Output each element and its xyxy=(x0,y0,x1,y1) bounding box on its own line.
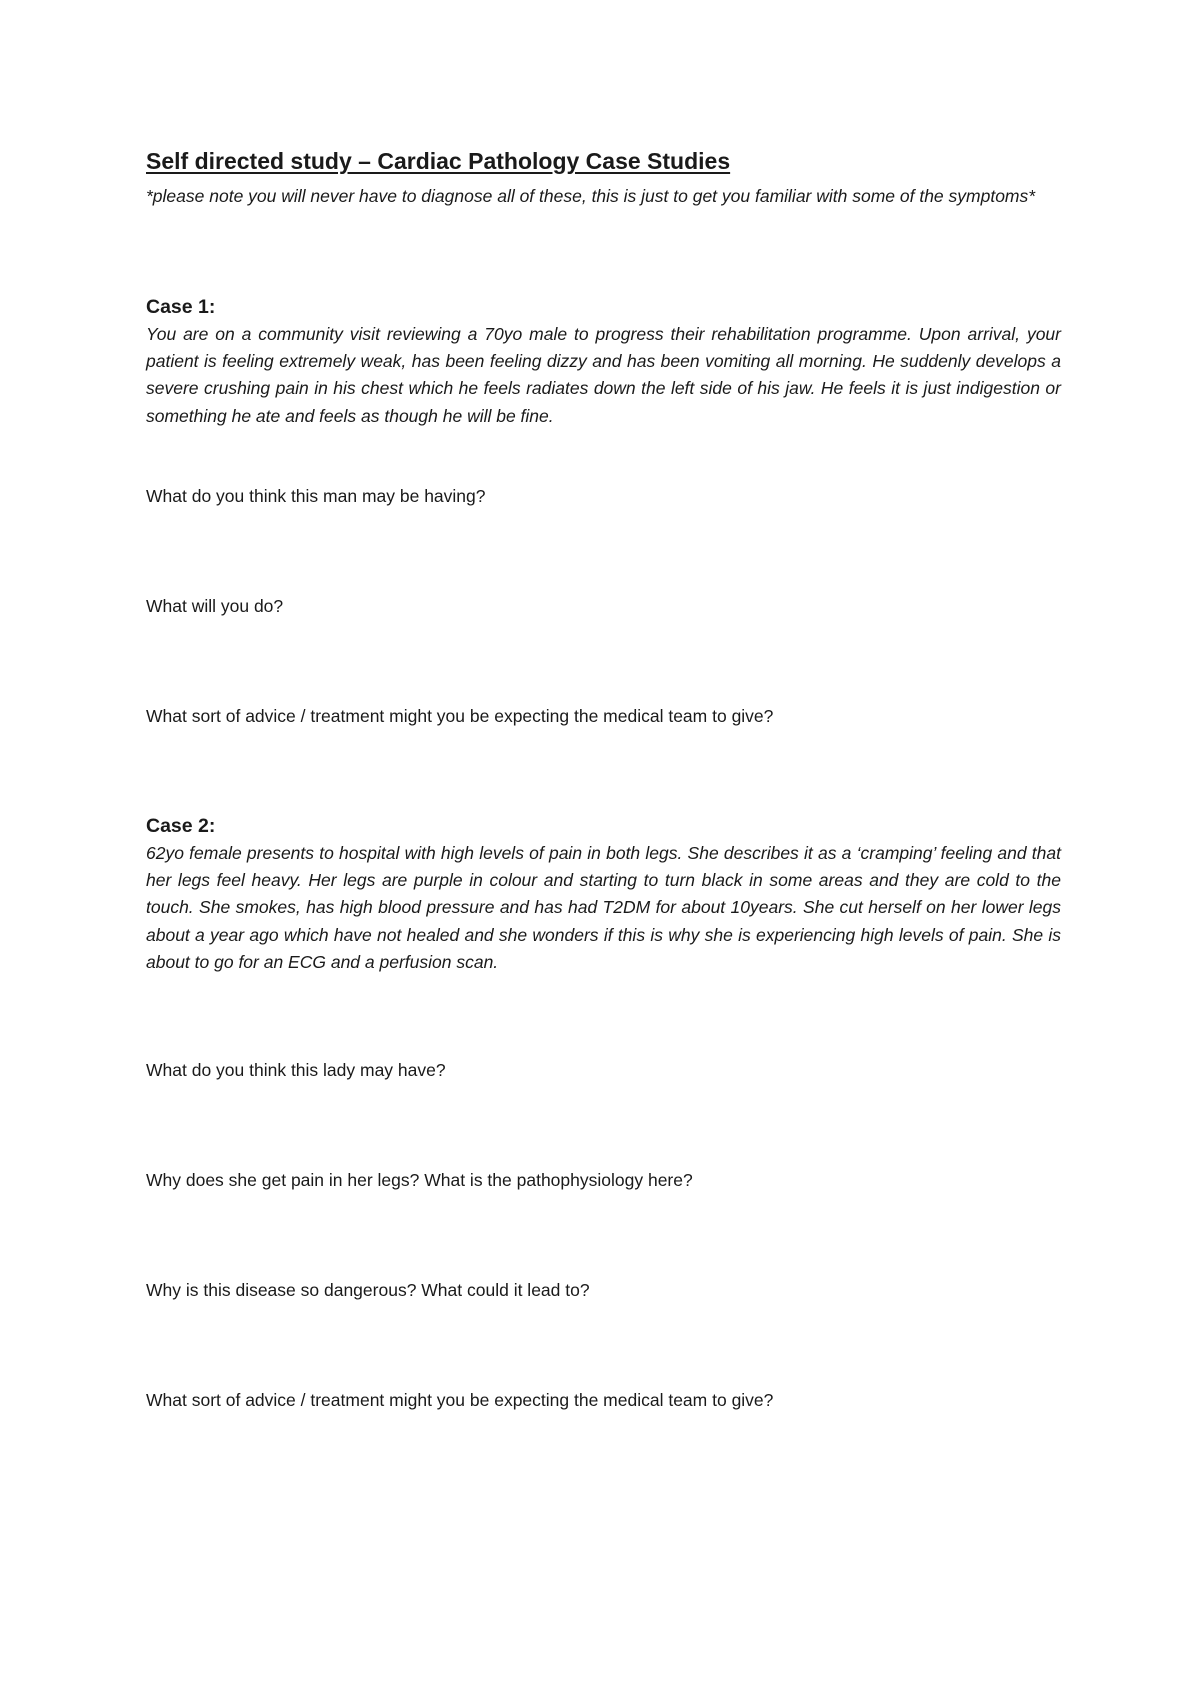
case-1-heading: Case 1: xyxy=(146,296,216,318)
case-1-question-2: What will you do? xyxy=(146,596,284,616)
case-2-question-2: Why does she get pain in her legs? What is the pathophysiology here? xyxy=(146,1170,693,1190)
case-2-question-4: What sort of advice / treatment might you be expecting the medical team to give? xyxy=(146,1390,774,1410)
document-page xyxy=(146,0,1061,1698)
document-title: Self directed study – Cardiac Pathology Case Studies xyxy=(146,148,731,174)
case-2-question-3: Why is this disease so dangerous? What could it lead to? xyxy=(146,1280,590,1300)
case-1-description: You are on a community visit reviewing a 70yo male to progress their rehabilitation programme. Upon arrival, your patient is feeling extremely weak, has been feeling dizzy and has been vomiting all morning. He suddenly develops a severe crushing pain in his chest which he feels radiates down the left side of his jaw. He feels it is just indigestion or something he ate and feels as though he will be fine. xyxy=(146,324,1061,426)
case-2-heading: Case 2: xyxy=(146,815,216,837)
case-1-question-1: What do you think this man may be having? xyxy=(146,486,486,506)
case-2-question-1: What do you think this lady may have? xyxy=(146,1060,446,1080)
case-1-question-3: What sort of advice / treatment might you be expecting the medical team to give? xyxy=(146,706,774,726)
document-note: *please note you will never have to diagnose all of these, this is just to get you familiar with some of the symptoms* xyxy=(146,186,1036,206)
case-2-description: 62yo female presents to hospital with high levels of pain in both legs. She describes it as a ‘cramping’ feeling and that her legs feel heavy. Her legs are purple in colour and starting to turn black in some areas and they are cold to the touch. She smokes, has high blood pressure and has had T2DM for about 10years. She cut herself on her lower legs about a year ago which have not healed and she wonders if this is why she is experiencing high levels of pain. She is about to go for an ECG and a perfusion scan. xyxy=(146,843,1061,972)
